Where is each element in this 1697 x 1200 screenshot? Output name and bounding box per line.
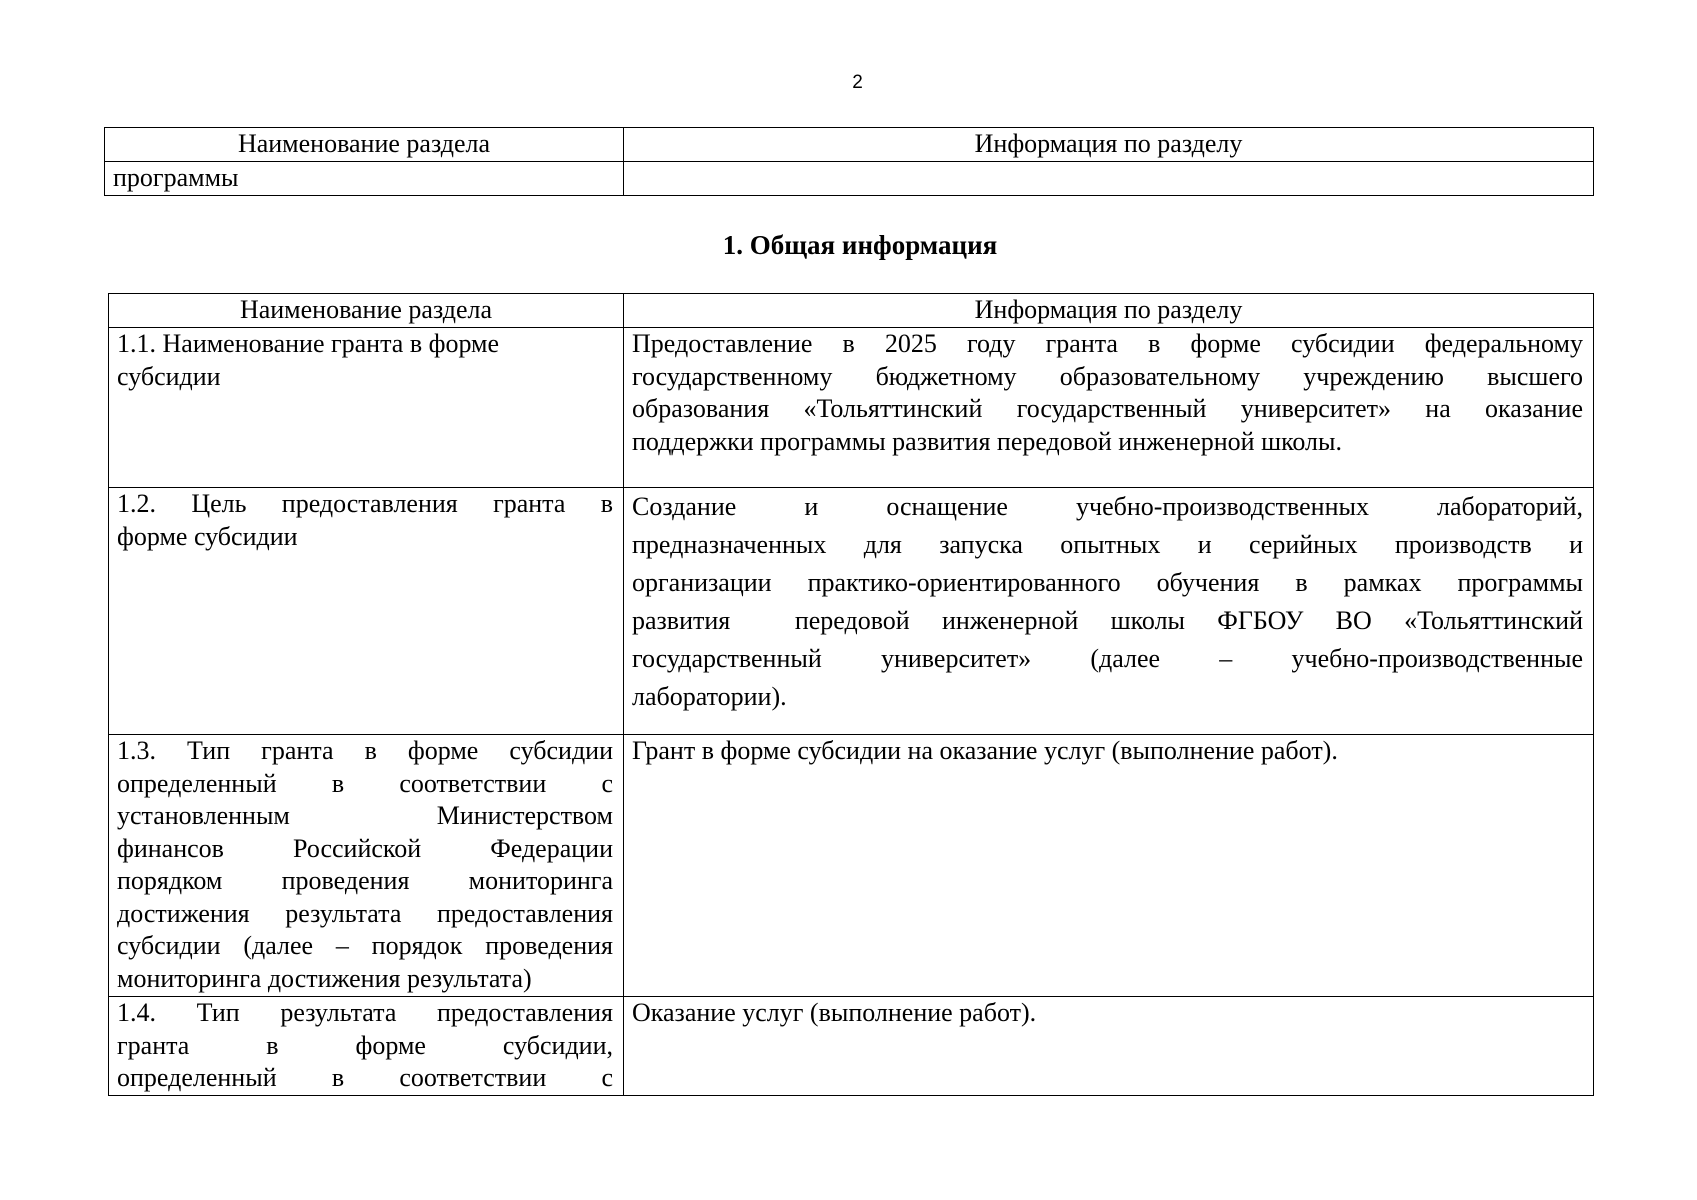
table-header-row — [105, 128, 1594, 162]
text-line: субсидии (далее – порядок проведения — [117, 931, 613, 960]
text-line: финансов Российской Федерации — [117, 833, 613, 863]
table-row — [109, 488, 1594, 735]
text-line: форме субсидии — [117, 521, 298, 551]
text-line: государственному бюджетному образовательному учреждению высшего — [632, 361, 1583, 391]
text-line: Оказание услуг (выполнение работ). — [632, 998, 1037, 1027]
text-line: 1.4. Тип результата предоставления — [117, 998, 613, 1027]
cell-section-name — [109, 328, 624, 488]
cell-section-info — [624, 735, 1594, 997]
header-section-name: Наименование раздела — [105, 128, 624, 162]
text-line: мониторинга достижения результата) — [117, 963, 532, 993]
text-line: 1.1. Наименование гранта в форме — [117, 329, 500, 358]
table-header-row — [109, 294, 1594, 328]
cell-section-info — [624, 488, 1594, 735]
table-row — [105, 162, 1594, 196]
table-row — [109, 328, 1594, 488]
header-section-info: Информация по разделу — [624, 294, 1594, 328]
text-line: развития передовой инженерной школы ФГБОУ ВО «Тольяттинский — [632, 606, 1583, 635]
text-line: организации практико-ориентированного обучения в рамках программы — [632, 568, 1583, 597]
table-row — [109, 997, 1594, 1096]
text-line: определенный в соответствии с — [117, 1063, 613, 1092]
text-line: достижения результата предоставления — [117, 898, 613, 928]
page-number: 2 — [852, 72, 863, 93]
text-line: установленным Министерством — [117, 801, 613, 830]
cell-section-name — [109, 735, 624, 997]
cell-section-info — [624, 328, 1594, 488]
cell-section-name — [109, 488, 624, 735]
text-line: гранта в форме субсидии, — [117, 1030, 613, 1060]
continued-table — [104, 127, 1594, 196]
text-line: порядком проведения мониторинга — [117, 866, 613, 895]
text-line: поддержки программы развития передовой инженерной школы. — [632, 426, 1342, 456]
text-line: предназначенных для запуска опытных и серийных производств и — [632, 530, 1583, 559]
text-line: субсидии — [117, 361, 221, 391]
section-title: 1. Общая информация — [722, 230, 998, 260]
general-info-table — [108, 293, 1594, 1096]
text-line: 1.2. Цель предоставления гранта в — [117, 489, 613, 518]
text-line: Грант в форме субсидии на оказание услуг (выполнение работ). — [632, 736, 1338, 765]
header-section-name: Наименование раздела — [109, 294, 624, 328]
cell-section-name — [109, 997, 624, 1096]
cell-section-info — [624, 162, 1594, 196]
text-line: лаборатории). — [632, 682, 787, 711]
header-section-info: Информация по разделу — [624, 128, 1594, 162]
text-line: государственный университет» (далее – учебно-производственные — [632, 644, 1583, 673]
cell-section-name: программы — [105, 162, 624, 196]
text-line: образования «Тольяттинский государственный университет» на оказание — [632, 394, 1583, 423]
table-row — [109, 735, 1594, 997]
text-line: 1.3. Тип гранта в форме субсидии — [117, 736, 613, 765]
cell-section-info — [624, 997, 1594, 1096]
text-line: определенный в соответствии с — [117, 768, 613, 798]
text-line: Предоставление в 2025 году гранта в форме субсидии федеральному — [632, 329, 1583, 358]
text-line: Создание и оснащение учебно-производственных лабораторий, — [632, 492, 1583, 521]
